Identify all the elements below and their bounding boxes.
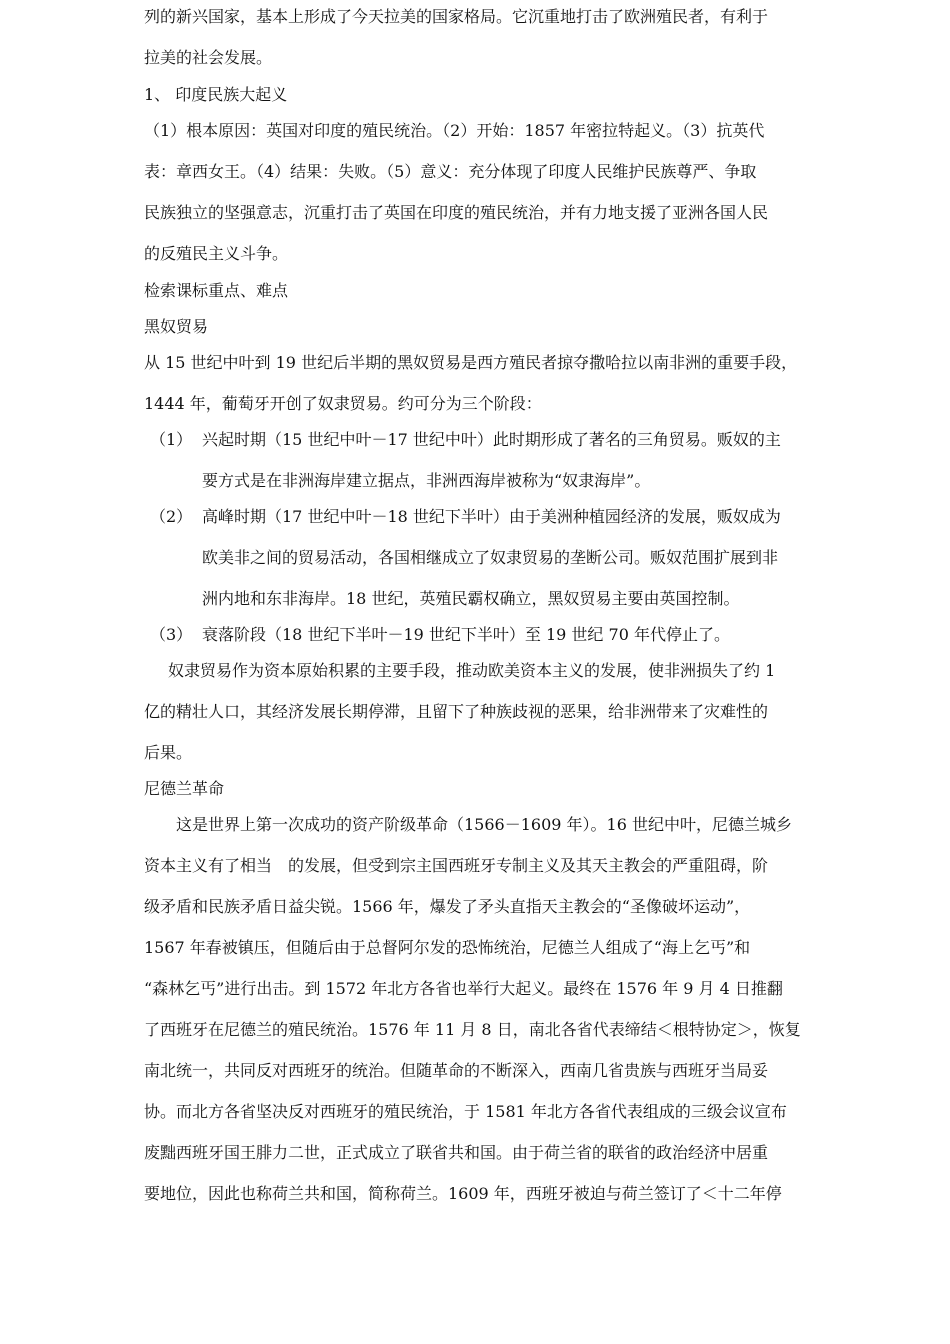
- intro-line-1: 列的新兴国家，基本上形成了今天拉美的国家格局。它沉重地打击了欧洲殖民者，有利于: [144, 7, 769, 26]
- dutch-line-7: 南北统一，共同反对西班牙的统治。但随革命的不断深入，西南几省贵族与西班牙当局妥: [144, 1061, 769, 1080]
- dutch-line-10: 要地位，因此也称荷兰共和国，简称荷兰。1609 年，西班牙被迫与荷兰签订了＜十二年停: [144, 1184, 782, 1203]
- dutch-line-5: “森林乞丐”进行出击。到 1572 年北方各省也举行大起义。最终在 1576 年 9 月 4 日推翻: [144, 979, 783, 998]
- slave-trade-heading: 黑奴贸易: [144, 317, 209, 336]
- stage-2-number: （2）: [150, 507, 193, 526]
- stage-1-line-2: 要方式是在非洲海岸建立据点，非洲西海岸被称为“奴隶海岸”。: [202, 471, 651, 490]
- stage-1-number: （1）: [150, 430, 193, 449]
- india-line-2: 表：章西女王。（4）结果：失败。（5）意义：充分体现了印度人民维护民族尊严、争取: [144, 162, 757, 181]
- india-line-3: 民族独立的坚强意志，沉重打击了英国在印度的殖民统治，并有力地支援了亚洲各国人民: [144, 203, 769, 222]
- stage-3-number: （3）: [150, 625, 193, 644]
- stage-2-line-2: 欧美非之间的贸易活动，各国相继成立了奴隶贸易的垄断公司。贩奴范围扩展到非: [202, 548, 779, 567]
- impact-line-3: 后果。: [144, 743, 193, 762]
- dutch-line-9: 废黜西班牙国王腓力二世，正式成立了联省共和国。由于荷兰省的联省的政治经济中居重: [144, 1143, 769, 1162]
- dutch-line-2: 资本主义有了相当 的发展，但受到宗主国西班牙专制主义及其天主教会的严重阻碍，阶: [144, 856, 769, 875]
- dutch-line-8: 协。而北方各省坚决反对西班牙的殖民统治，于 1581 年北方各省代表组成的三级会议宣布: [144, 1102, 787, 1121]
- slave-trade-line-1: 从 15 世纪中叶到 19 世纪后半期的黑奴贸易是西方殖民者掠夺撒哈拉以南非洲的重要手段，: [144, 353, 798, 372]
- india-line-4: 的反殖民主义斗争。: [144, 244, 289, 263]
- dutch-line-6: 了西班牙在尼德兰的殖民统治。1576 年 11 月 8 日，南北各省代表缔结＜根特协定＞，恢复: [144, 1020, 801, 1039]
- section-heading: 检索课标重点、难点: [144, 281, 289, 300]
- india-heading: 1、 印度民族大起义: [144, 85, 288, 104]
- dutch-line-1: 这是世界上第一次成功的资产阶级革命（1566－1609 年）。16 世纪中叶，尼德兰城乡: [176, 815, 792, 834]
- stage-3-line-1: 衰落阶段（18 世纪下半叶－19 世纪下半叶）至 19 世纪 70 年代停止了。: [202, 625, 730, 644]
- impact-line-1: 奴隶贸易作为资本原始积累的主要手段，推动欧美资本主义的发展，使非洲损失了约 1: [168, 661, 776, 680]
- dutch-line-3: 级矛盾和民族矛盾日益尖锐。1566 年，爆发了矛头直指天主教会的“圣像破坏运动”，: [144, 897, 751, 916]
- dutch-line-4: 1567 年春被镇压，但随后由于总督阿尔发的恐怖统治，尼德兰人组成了“海上乞丐”和: [144, 938, 751, 957]
- intro-line-2: 拉美的社会发展。: [144, 48, 273, 67]
- india-line-1: （1）根本原因：英国对印度的殖民统治。（2）开始：1857 年密拉特起义。（3）抗英代: [144, 121, 765, 140]
- slave-trade-line-2: 1444 年，葡萄牙开创了奴隶贸易。约可分为三个阶段：: [144, 394, 542, 413]
- stage-2-line-3: 洲内地和东非海岸。18 世纪，英殖民霸权确立，黑奴贸易主要由英国控制。: [202, 589, 740, 608]
- stage-2-line-1: 高峰时期（17 世纪中叶－18 世纪下半叶）由于美洲种植园经济的发展，贩奴成为: [202, 507, 781, 526]
- impact-line-2: 亿的精壮人口，其经济发展长期停滞，且留下了种族歧视的恶果，给非洲带来了灾难性的: [144, 702, 769, 721]
- stage-1-line-1: 兴起时期（15 世纪中叶－17 世纪中叶）此时期形成了著名的三角贸易。贩奴的主: [202, 430, 781, 449]
- dutch-heading: 尼德兰革命: [144, 779, 225, 798]
